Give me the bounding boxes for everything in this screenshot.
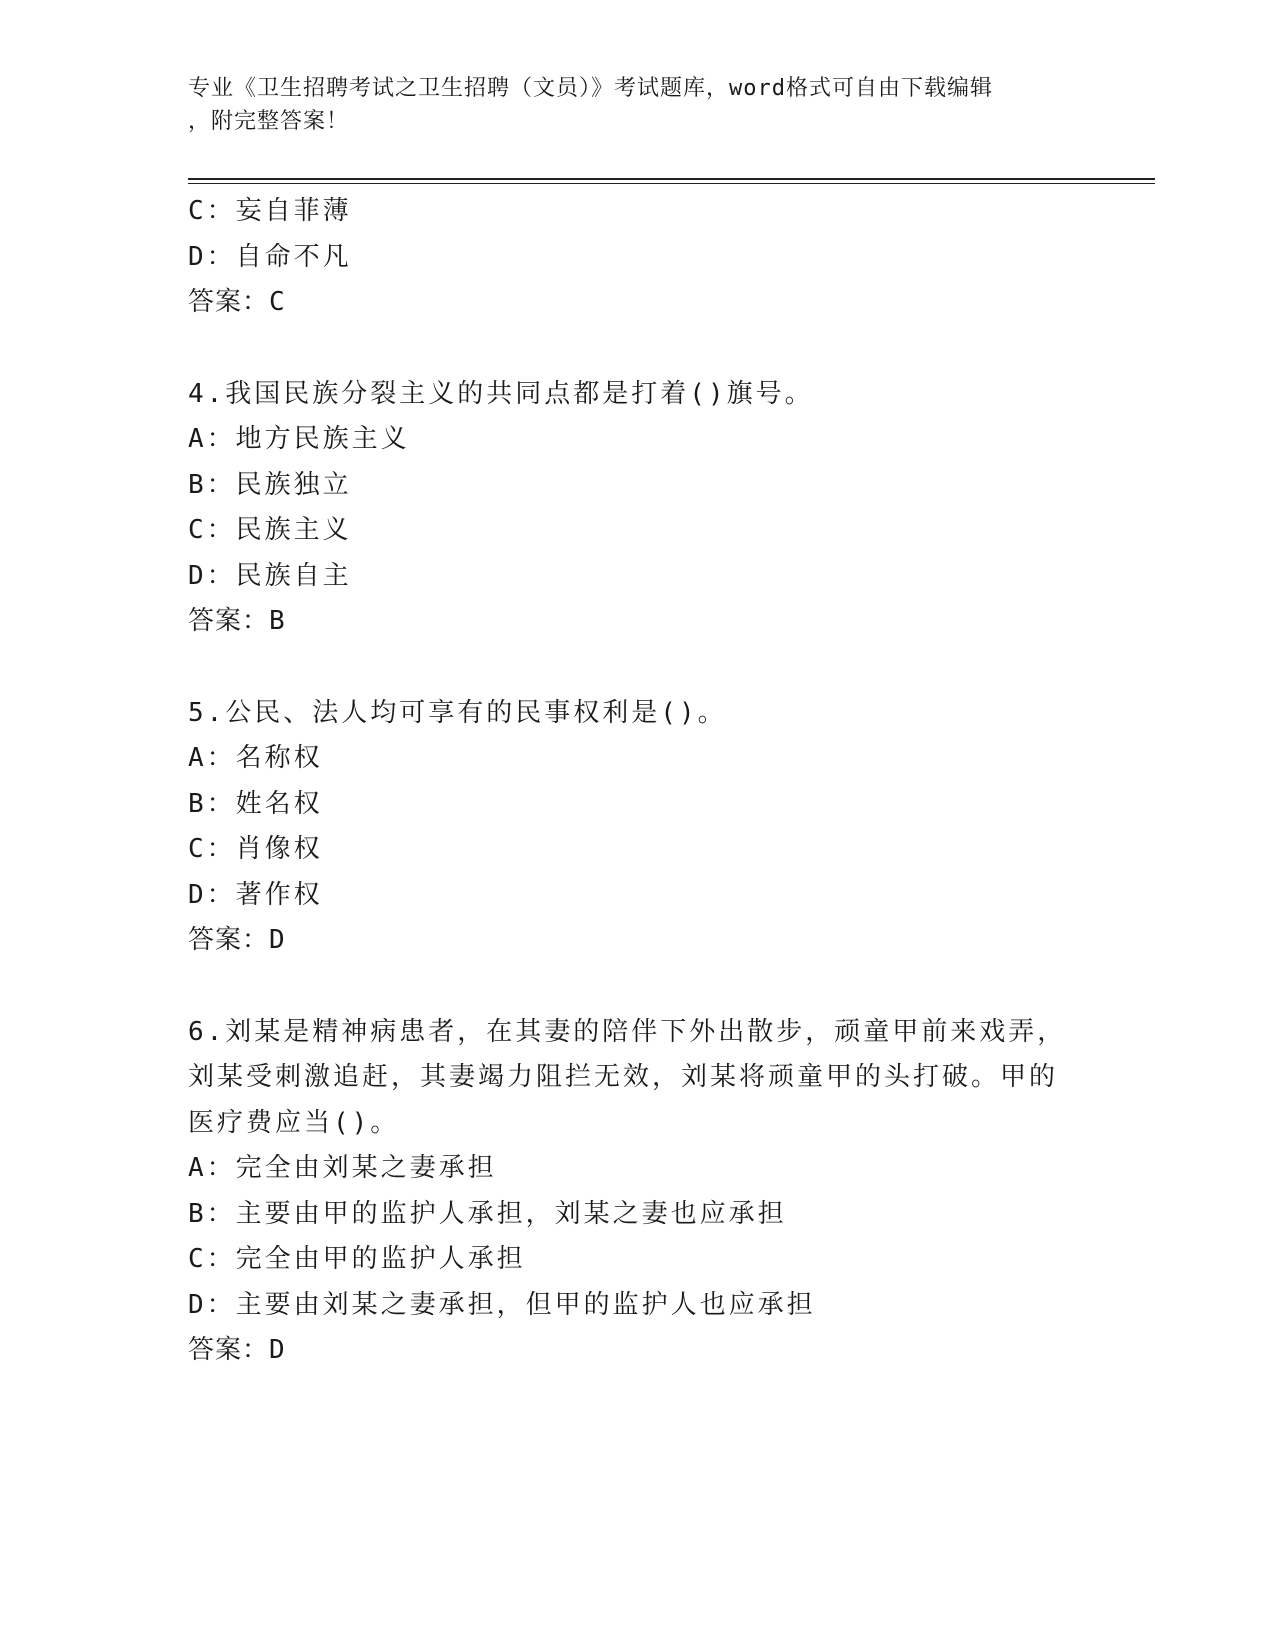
answer-line [188,599,1088,645]
option-c [188,189,1088,235]
answer-value: D [269,1335,286,1365]
question-6 [188,1010,1088,1374]
option-c [188,508,1088,554]
question-stem-line-3: 医疗费应当()。 [188,1107,400,1138]
answer-label: 答案： [188,925,270,955]
option-letter: C： [188,515,236,545]
option-letter: C： [188,1244,236,1274]
option-d [188,554,1088,600]
answer-label: 答案： [188,1335,270,1365]
option-letter: B： [188,788,236,819]
option-text: 自命不凡 [235,241,352,272]
option-a [188,1146,1088,1192]
header-line-2: ，附完整答案！ [188,109,350,134]
option-a [188,417,1088,463]
answer-line [188,918,1088,964]
option-text: 主要由甲的监护人承担，刘某之妻也应承担 [235,1198,787,1229]
option-letter: D： [188,1289,236,1320]
option-letter: C： [188,196,236,226]
option-d [188,235,1088,281]
option-letter: D： [188,879,236,910]
option-d [188,1283,1088,1329]
question-5 [188,691,1088,964]
option-text: 民族主义 [235,515,352,545]
option-letter: A： [188,743,236,773]
option-text: 完全由甲的监护人承担 [235,1244,526,1274]
option-text: 主要由刘某之妻承担，但甲的监护人也应承担 [235,1289,816,1320]
option-letter: D： [188,241,236,272]
option-text: 名称权 [235,743,323,773]
option-text: 肖像权 [235,834,323,864]
option-a [188,736,1088,782]
option-b [188,1192,1088,1238]
option-c [188,827,1088,873]
option-d [188,873,1088,919]
option-b [188,463,1088,509]
option-text: 民族自主 [235,560,352,591]
answer-value: C [269,287,286,317]
answer-line [188,280,1088,326]
header-rule-thin [188,183,1155,184]
option-letter: B： [188,469,236,500]
page-header [188,72,1088,138]
header-rule-thick [188,178,1155,180]
answer-line [188,1328,1088,1374]
answer-label: 答案： [188,606,270,636]
option-letter: A： [188,1153,236,1183]
option-text: 姓名权 [235,788,323,819]
option-text: 完全由刘某之妻承担 [235,1153,497,1183]
option-c [188,1237,1088,1283]
option-text: 民族独立 [235,469,352,500]
option-text: 地方民族主义 [235,424,410,454]
option-letter: C： [188,834,236,864]
question-content [188,189,1088,1374]
question-3-tail [188,189,1088,326]
option-letter: D： [188,560,236,591]
question-stem: 4.我国民族分裂主义的共同点都是打着()旗号。 [188,378,814,409]
option-letter: B： [188,1198,236,1229]
option-b [188,782,1088,828]
answer-value: D [269,925,286,955]
question-stem-line-2: 刘某受刺激追赶，其妻竭力阻拦无效，刘某将顽童甲的头打破。甲的 [188,1062,1059,1092]
option-text: 著作权 [235,879,323,910]
header-line-1: 专业《卫生招聘考试之卫生招聘（文员）》考试题库，word格式可自由下载编辑 [188,76,993,101]
question-4 [188,372,1088,645]
answer-label: 答案： [188,287,270,317]
question-stem-line-1: 6.刘某是精神病患者，在其妻的陪伴下外出散步，顽童甲前来戏弄， [188,1016,1067,1047]
option-letter: A： [188,424,236,454]
question-stem: 5.公民、法人均可享有的民事权利是()。 [188,697,727,728]
option-text: 妄自菲薄 [235,196,352,226]
answer-value: B [269,606,286,636]
